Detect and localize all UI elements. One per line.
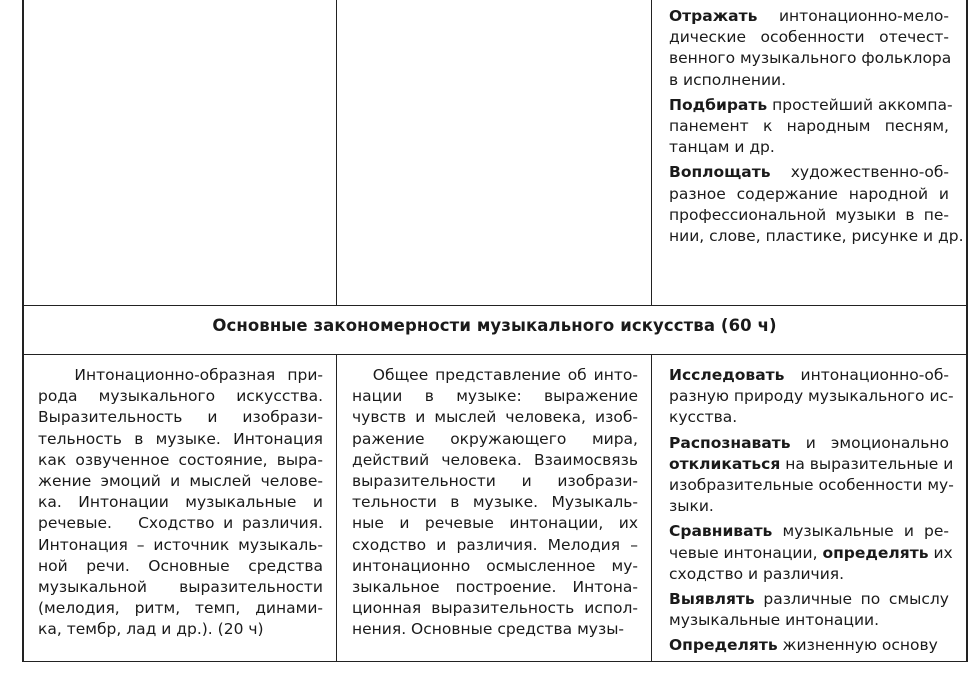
paragraph: [669, 95, 953, 159]
text-line: [669, 433, 949, 454]
action-verb: Сравнивать: [669, 522, 773, 541]
text-line: [352, 429, 638, 450]
column-divider-2: [651, 0, 652, 306]
text-segment: простейший аккомпа-: [767, 95, 953, 114]
text-segment: ной речи. Основные средства: [38, 556, 323, 575]
text-line: [352, 471, 638, 492]
text-segment: изобразительные особенности му-: [669, 475, 954, 494]
text-line: [38, 619, 323, 640]
text-segment: различные по смыслу: [754, 589, 949, 608]
text-segment: разную природу музыкального ис-: [669, 387, 954, 406]
text-line: [352, 513, 638, 534]
paragraph: [669, 162, 964, 247]
paragraph: [38, 365, 323, 640]
text-line: [352, 619, 638, 640]
text-segment: жение эмоций и мыслей челове-: [38, 471, 323, 490]
student-activities-cell: [669, 365, 954, 656]
text-line: [352, 577, 638, 598]
paragraph: [669, 433, 954, 518]
text-line: [669, 137, 949, 158]
text-segment: венного музыкального фольклора: [669, 49, 952, 68]
text-segment: как озвученное состояние, выра-: [38, 450, 323, 469]
text-segment: жизненную основу: [777, 636, 938, 655]
text-line: [669, 635, 949, 656]
text-segment: Интонационно-образная при-: [38, 366, 323, 384]
text-line: [669, 543, 953, 564]
text-line: [669, 6, 949, 27]
text-line: [669, 162, 949, 183]
text-line: [352, 598, 638, 619]
text-segment: художественно-об-: [770, 163, 949, 182]
text-line: [669, 205, 949, 226]
text-line: [669, 589, 949, 610]
text-segment: интонационно-об-: [784, 366, 949, 384]
action-verb: Отражать: [669, 7, 758, 25]
text-line: [38, 407, 323, 428]
text-segment: ка. Интонации музыкальные и: [38, 493, 323, 512]
text-line: [352, 450, 638, 471]
text-line: [38, 429, 323, 450]
text-line: [669, 184, 949, 205]
text-line: [669, 116, 949, 137]
text-segment: чевые интонации,: [669, 543, 823, 562]
text-line: [352, 492, 638, 513]
text-line: [352, 386, 638, 407]
text-line: [669, 521, 949, 542]
text-segment: ражение окружающего мира,: [352, 429, 638, 448]
text-segment: панемент к народным песням,: [669, 116, 949, 135]
action-verb: Воплощать: [669, 163, 771, 182]
text-line: [669, 475, 954, 496]
text-segment: в исполнении.: [669, 70, 787, 89]
action-verb: Выявлять: [669, 589, 755, 608]
text-line: [352, 535, 638, 556]
text-segment: речевые. Сходство и различия.: [38, 514, 323, 533]
paragraph: [352, 365, 638, 640]
text-segment: зыки.: [669, 497, 714, 516]
text-line: [352, 365, 638, 386]
text-segment: Выразительность и изобрази-: [38, 408, 323, 427]
text-line: [38, 513, 323, 534]
text-segment: выразительности и изобрази-: [352, 471, 638, 490]
table-border-bottom: [22, 661, 968, 662]
paragraph: [669, 521, 953, 585]
action-verb: определять: [822, 543, 929, 562]
text-segment: на выразительные и: [780, 454, 954, 473]
text-line: [38, 471, 323, 492]
column-divider-1: [336, 0, 337, 306]
text-segment: музыкальной выразительности: [38, 577, 323, 596]
column-divider-2-lower: [651, 355, 652, 662]
text-segment: действий человека. Взаимосвязь: [352, 450, 638, 469]
text-segment: сходство и различия.: [669, 564, 845, 583]
text-segment: тельность в музыке. Интонация: [38, 429, 323, 448]
text-segment: ные и речевые интонации, их: [352, 514, 638, 533]
text-line: [38, 365, 323, 386]
action-verb: Распознавать: [669, 433, 791, 452]
action-verb: Подбирать: [669, 95, 768, 114]
text-segment: музыкальные интонации.: [669, 611, 880, 630]
text-line: [669, 496, 949, 517]
text-segment: нации в музыке: выражение: [352, 387, 638, 406]
text-segment: интонационно осмысленное му-: [352, 556, 638, 575]
paragraph: [669, 635, 949, 656]
paragraph: [669, 6, 952, 91]
text-segment: (мелодия, ритм, темп, динами-: [38, 599, 323, 618]
text-line: [669, 386, 954, 407]
text-segment: Общее представление об инто-: [352, 366, 638, 384]
text-segment: кусства.: [669, 408, 738, 427]
text-segment: сходство и различия. Мелодия –: [352, 535, 638, 554]
action-verb: откликаться: [669, 454, 781, 473]
text-line: [38, 492, 323, 513]
text-line: [669, 564, 949, 585]
text-line: [38, 386, 323, 407]
action-verb: Определять: [669, 636, 778, 655]
text-line: [38, 450, 323, 471]
column-divider-1-lower: [336, 355, 337, 662]
paragraph: [669, 589, 949, 631]
topic-content-cell: [38, 365, 323, 640]
text-segment: профессиональной музыки в пе-: [669, 205, 949, 224]
text-line: [669, 610, 949, 631]
text-segment: разное содержание народной и: [669, 184, 949, 203]
text-segment: ционная выразительность испол-: [352, 599, 638, 618]
text-line: [669, 365, 949, 386]
text-line: [669, 27, 949, 48]
text-segment: музыкальные и ре-: [772, 522, 949, 541]
text-segment: тельности в музыке. Музыкаль-: [352, 493, 638, 512]
text-segment: рода музыкального искусства.: [38, 387, 323, 406]
text-line: [669, 454, 954, 475]
topic-description-cell: [352, 365, 638, 640]
text-line: [38, 556, 323, 577]
row-divider-heading: [22, 354, 968, 355]
text-segment: нии, слове, пластике, рисунке и др.: [669, 226, 964, 245]
text-line: [352, 556, 638, 577]
text-line: [669, 226, 964, 247]
text-segment: зыкальное построение. Интона-: [352, 577, 638, 596]
top-row-activities-cell: [669, 6, 964, 247]
text-line: [669, 407, 949, 428]
text-segment: дические особенности отечест-: [669, 28, 949, 47]
section-heading: Основные закономерности музыкального искусства (60 ч): [212, 316, 777, 335]
text-line: [669, 48, 952, 69]
paragraph: [669, 365, 954, 429]
text-line: [669, 70, 949, 91]
text-segment: танцам и др.: [669, 138, 775, 157]
text-segment: Интонация – источник музыкаль-: [38, 535, 323, 554]
text-segment: интонационно-мело-: [757, 7, 949, 25]
action-verb: Исследовать: [669, 366, 785, 384]
text-line: [669, 95, 953, 116]
row-divider-top: [22, 305, 968, 306]
text-segment: нения. Основные средства музы-: [352, 620, 625, 639]
text-segment: их: [928, 543, 953, 562]
text-segment: и эмоционально: [790, 433, 949, 452]
text-line: [38, 598, 323, 619]
text-line: [38, 535, 323, 556]
text-segment: чувств и мыслей человека, изоб-: [352, 408, 638, 427]
text-line: [352, 407, 638, 428]
text-line: [38, 577, 323, 598]
text-segment: ка, тембр, лад и др.). (20 ч): [38, 620, 264, 639]
